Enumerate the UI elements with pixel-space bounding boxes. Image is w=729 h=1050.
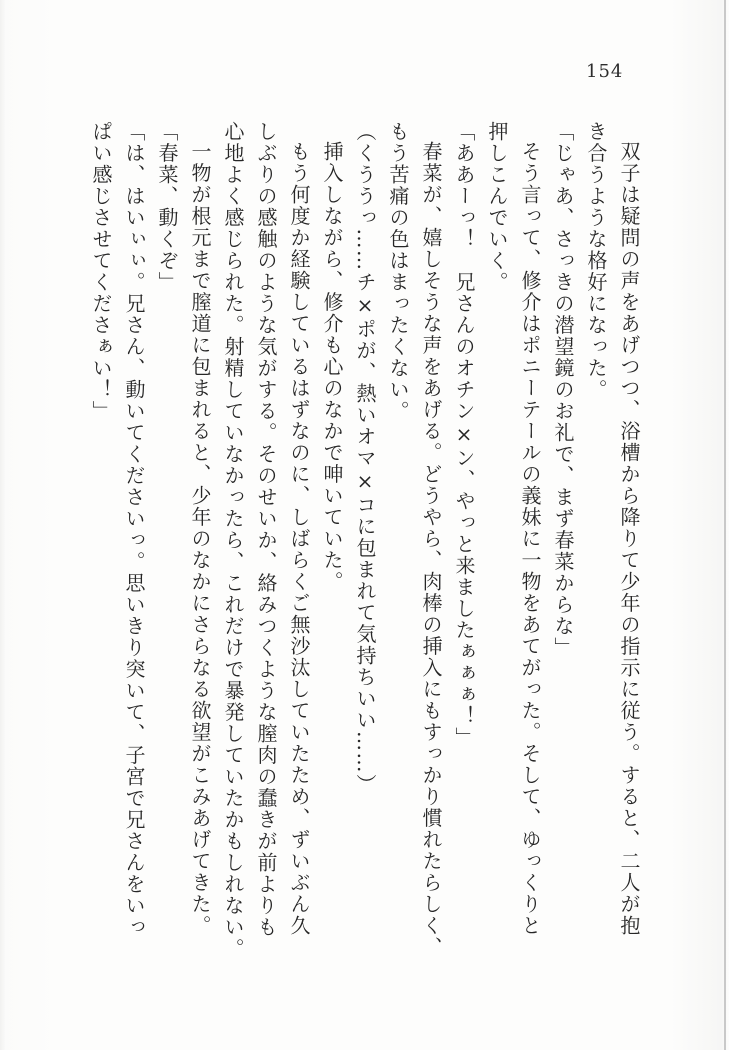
- text-line: き合うような格好になった。: [584, 121, 608, 401]
- text-line: そう言って、修介はポニーテールの義妹に一物をあてがった。そして、ゆっくりと: [518, 141, 542, 937]
- text-line: 双子は疑問の声をあげつつ、浴槽から降りて少年の指示に従う。すると、二人が抱: [617, 141, 641, 937]
- page-number: 154: [586, 61, 624, 82]
- text-line: 「じゃあ、さっきの潜望鏡のお礼で、まず春菜からな」: [551, 121, 575, 659]
- page-left-edge-shade: [0, 0, 6, 1050]
- page-right-edge-line: [724, 0, 726, 1050]
- text-line: （くううっ……チ×ポが、熱いオマ×コに包まれて気持ちいい……）: [353, 121, 377, 796]
- text-line: 「ああーっ！ 兄さんのオチン×ン、やっと来ましたぁぁぁ！」: [452, 121, 476, 749]
- text-line: 「は、はいぃぃ。兄さん、動いてくださいっ。思いきり突いて、子宮で兄さんをいっ: [122, 121, 146, 938]
- vertical-text-block: [84, 121, 645, 981]
- text-line: 挿入しながら、修介も心のなかで呻いていた。: [320, 141, 344, 593]
- text-line: 春菜が、嬉しそうな声をあげる。どうやら、肉棒の挿入にもすっかり慣れたらしく、: [419, 141, 443, 958]
- text-line: 心地よく感じられた。射精していなかったら、これだけで暴発していたかもしれない。: [221, 121, 245, 960]
- text-line: 「春菜、動くぞ」: [155, 121, 179, 293]
- text-line: しぶりの感触のような気がする。そのせいか、絡みつくような膣肉の蠢きが前よりも: [254, 121, 278, 938]
- text-line: もう苦痛の色はまったくない。: [386, 121, 410, 422]
- text-line: もう何度か経験しているはずなのに、しばらくご無沙汰していたため、ずいぶん久: [287, 141, 311, 937]
- text-line: 一物が根元まで膣道に包まれると、少年のなかにさらなる欲望がこみあげてきた。: [188, 141, 212, 937]
- text-line: ぱい感じさせてくださぁい！」: [89, 121, 113, 422]
- text-line: 押しこんでいく。: [485, 121, 509, 293]
